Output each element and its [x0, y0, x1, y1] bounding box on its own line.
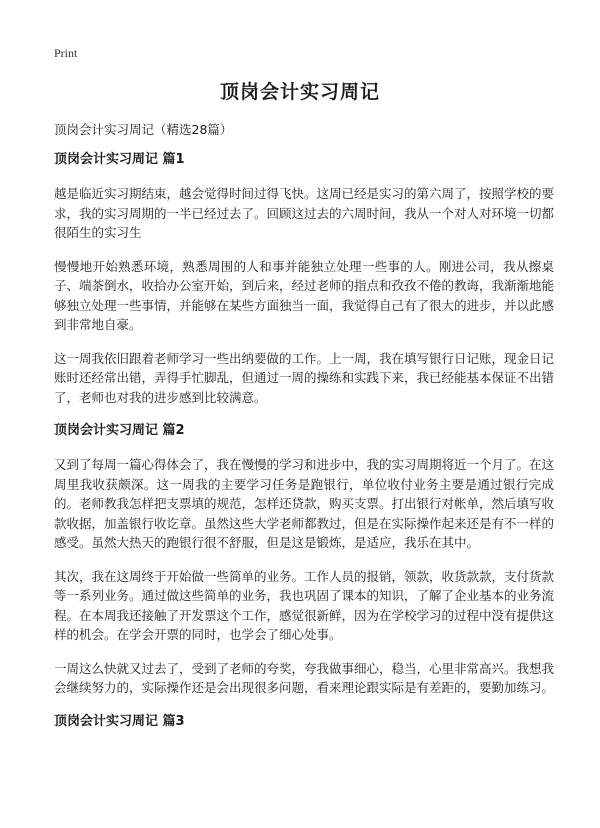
paragraph: 又到了每周一篇心得体会了，我在慢慢的学习和进步中，我的实习周期将近一个月了。在这周里我收获颇深。这一周我的主要学习任务是跑银行，单位收付业务主要是通过银行完成的。老师教我怎样把支票填的规范，怎样还贷款，购买支票。打出银行对帐单，然后填写收款收据，加盖银行收讫章。虽然这些大学老师都教过，但是在实际操作起来还是有不一样的感受。虽然大热天的跑银行很不舒服，但是这是锻炼，是适应，我乐在其中。: [54, 457, 555, 550]
section-heading-1: 顶岗会计实习周记 篇1: [54, 152, 185, 167]
paragraph: 这一周我依旧跟着老师学习一些出纳要做的工作。上一周，我在填写银行日记账，现金日记账时还经常出错，弄得手忙脚乱，但通过一周的操练和实践下来，我已经能基本保证不出错了，老师也对我的进步感到比较满意。: [54, 350, 555, 405]
section-heading-3: 顶岗会计实习周记 篇3: [54, 713, 185, 729]
document-subtitle: 顶岗会计实习周记（精选28篇）: [54, 122, 233, 137]
paragraph: 慢慢地开始熟悉环境，熟悉周围的人和事并能独立处理一些事的人。刚进公司，我从擦桌子、端茶倒水，收拾办公室开始，到后来，经过老师的指点和孜孜不倦的教诲，我渐渐地能够独立处理一些事情，并能够在某些方面独当一面，我觉得自己有了很大的进步，并以此感到非常地自豪。: [54, 258, 555, 332]
document-body: [54, 150, 554, 746]
section-heading-2: 顶岗会计实习周记 篇2: [54, 423, 185, 438]
print-link[interactable]: Print: [54, 46, 78, 60]
page-title: 顶岗会计实习周记: [219, 81, 380, 103]
paragraph: 其次，我在这周终于开始做一些简单的业务。工作人员的报销，领款，收货款款，支付货款等一系列业务。通过做这些简单的业务，我也巩固了课本的知识，了解了企业基本的业务流程。在本周我还接触了开发票这个工作，感觉很新鲜，因为在学校学习的过程中没有提供这样的机会。在学会开票的同时，也学会了细心处事。: [54, 568, 555, 642]
paragraph: 越是临近实习期结束，越会觉得时间过得飞快。这周已经是实习的第六周了，按照学校的要求，我的实习周期的一半已经过去了。回顾这过去的六周时间，我从一个对人对环境一切都很陌生的实习生: [54, 186, 555, 240]
paragraph: 一周这么快就又过去了，受到了老师的夸奖，夸我做事细心，稳当，心里非常高兴。我想我会继续努力的，实际操作还是会出现很多问题，看来理论跟实际是有差距的，要勤加练习。: [54, 660, 555, 695]
